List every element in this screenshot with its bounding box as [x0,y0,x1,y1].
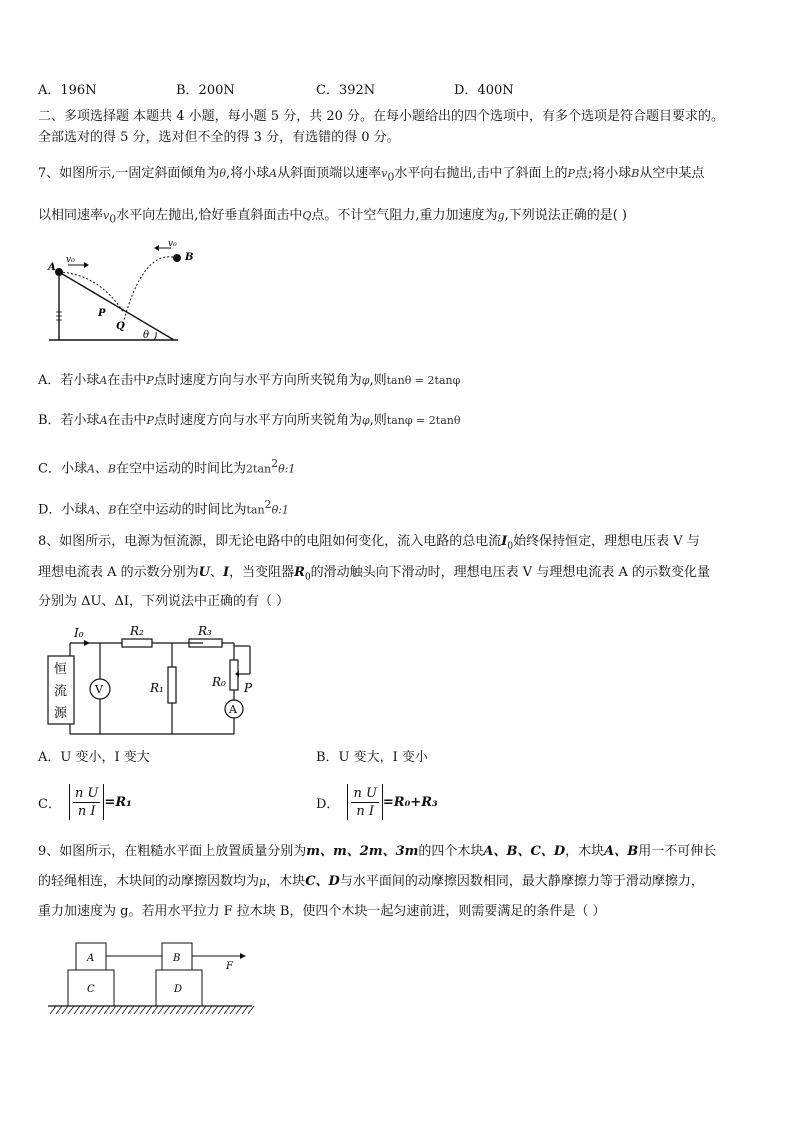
section-header-line1: 二、多项选择题 本题共 4 小题，每小题 5 分，共 20 分。在每小题给出的四个选项中，有多个选项是符合题目要求的。 [38,109,725,124]
svg-text:R₁: R₁ [150,681,164,695]
q6-option-d: D．400N [454,83,514,98]
ground-hatch-line [230,1006,236,1014]
ground-hatch-line [134,1006,140,1014]
ground-hatch-line [110,1006,116,1014]
ground-hatch-line [146,1006,152,1014]
svg-text:R₃: R₃ [198,624,212,638]
label-p: P [98,308,106,319]
svg-text:源: 源 [54,706,68,721]
q8-circuit-figure [40,622,280,742]
label-theta: θ [143,330,150,341]
label-b: B [185,252,194,263]
ground-hatch-line [86,1006,92,1014]
svg-text:B: B [173,953,181,964]
ground-hatch-line [80,1006,86,1014]
svg-text:A: A [229,703,237,716]
svg-text:D: D [174,984,183,995]
q8-option-b: B．U 变大，I 变小 [316,750,428,765]
svg-text:R₀: R₀ [212,675,226,689]
q6-option-a: A．196N [38,83,97,98]
ground-hatch-line [248,1006,254,1014]
label-v0-b: v₀ [168,239,177,249]
ground-hatch-line [74,1006,80,1014]
ground-hatch-line [200,1006,206,1014]
svg-text:A: A [87,953,95,964]
q8-option-a: A．U 变小，I 变大 [38,750,150,765]
ground-hatch-line [170,1006,176,1014]
q7-option-d: D．小球A、B在空中运动的时间比为$\tan^2\theta:1$ [38,498,289,518]
svg-text:V: V [95,683,103,696]
ground-hatch-line [158,1006,164,1014]
ground-hatch-line [242,1006,248,1014]
svg-text:流: 流 [54,684,68,699]
ground-hatch-line [104,1006,110,1014]
svg-text:I₀: I₀ [74,626,84,640]
ground-hatch-line [68,1006,74,1014]
svg-text:P: P [244,681,253,695]
q9-blocks-figure [46,940,256,1020]
q9-stem-line3: 重力加速度为 g。若用水平拉力 F 拉木块 B，使四个木块一起匀速前进，则需要满足的条件是（ ） [38,904,606,919]
q7-option-c: C．小球A、B在空中运动的时间比为$2\tan^2\theta:1$ [38,457,296,477]
label-q: Q [116,321,125,332]
ground-hatch-line [56,1006,62,1014]
ground-hatch-line [62,1006,68,1014]
ground-hatch-line [122,1006,128,1014]
ground-hatch-line [194,1006,200,1014]
ground-hatch-line [176,1006,182,1014]
ground-hatch-line [128,1006,134,1014]
q7-stem-line2: 以相同速率$v_0$水平向左抛出,恰好垂直斜面击中Q点。不计空气阻力,重力加速度为g,下列说法正确的是( ) [38,208,628,226]
q7-stem-line1: 7、如图所示,一固定斜面倾角为θ,将小球A从斜面顶端以速率$v_0$水平向右抛出,击中了斜面上的P点;将小球B从空中某点 [38,166,705,184]
q9-stem-line2: 的轻绳相连，木块间的动摩擦因数均为μ，木块C、D与水平面间的动摩擦因数相同，最大静摩擦力等于滑动摩擦力， [38,874,704,889]
q8-stem-line1: 8、如图所示，电源为恒流源，即无论电路中的电阻如何变化，流入电路的总电流$I_0$始终保持恒定，理想电压表 V 与 [38,534,700,552]
resistor-r1 [168,667,176,703]
ground-hatch-line [224,1006,230,1014]
ground-hatch-line [218,1006,224,1014]
q8-stem-line3: 分别为 ΔU、ΔI，下列说法中正确的有（ ） [38,594,290,609]
svg-text:R₂: R₂ [130,624,144,638]
ground-hatch-line [140,1006,146,1014]
label-v0-a: v₀ [66,255,75,265]
q8-option-c: C． $\frac{\text{n U}}{\text{n I}}$ =R₁ [38,785,132,819]
q7-option-b: B．若小球A在击中P点时速度方向与水平方向所夹锐角为φ,则tanφ = 2tanθ [38,413,461,428]
section-header-line2: 全部选对的得 5 分，选对但不全的得 3 分，有选错的得 0 分。 [38,130,400,145]
svg-text:C: C [87,984,95,995]
ground-hatch-line [98,1006,104,1014]
q8-stem-line2: 理想电流表 A 的示数分别为U、I，当变阻器$R_0$的滑动触头向下滑动时，理想电压表 V 与理想电流表 A 的示数变化量 [38,565,710,583]
q9-stem-line1: 9、如图所示，在粗糙水平面上放置质量分别为m、m、2m、3m的四个木块A、B、C、D，木块A、B用一不可伸长 [38,844,717,859]
resistor-r2 [122,639,152,647]
q8-option-d: D． $\frac{\text{n U}}{\text{n I}}$ =R₀+R₃ [316,785,438,819]
ground-hatch-line [152,1006,158,1014]
ground-hatch-line [116,1006,122,1014]
ground-hatch-line [92,1006,98,1014]
q6-option-b: B．200N [176,83,235,98]
svg-text:恒: 恒 [54,662,68,677]
q7-incline-figure [44,238,204,348]
ground-hatch-line [182,1006,188,1014]
q6-option-c: C．392N [316,83,376,98]
label-a: A [48,262,56,273]
ground-hatch-line [188,1006,194,1014]
ground-hatch-line [164,1006,170,1014]
ground-hatch-line [212,1006,218,1014]
q7-option-a: A．若小球A在击中P点时速度方向与水平方向所夹锐角为φ,则tanθ = 2tanφ [38,373,461,388]
ground-hatch-line [206,1006,212,1014]
svg-text:F: F [226,961,233,972]
ground-hatch-line [236,1006,242,1014]
ground-hatch-line [50,1006,56,1014]
